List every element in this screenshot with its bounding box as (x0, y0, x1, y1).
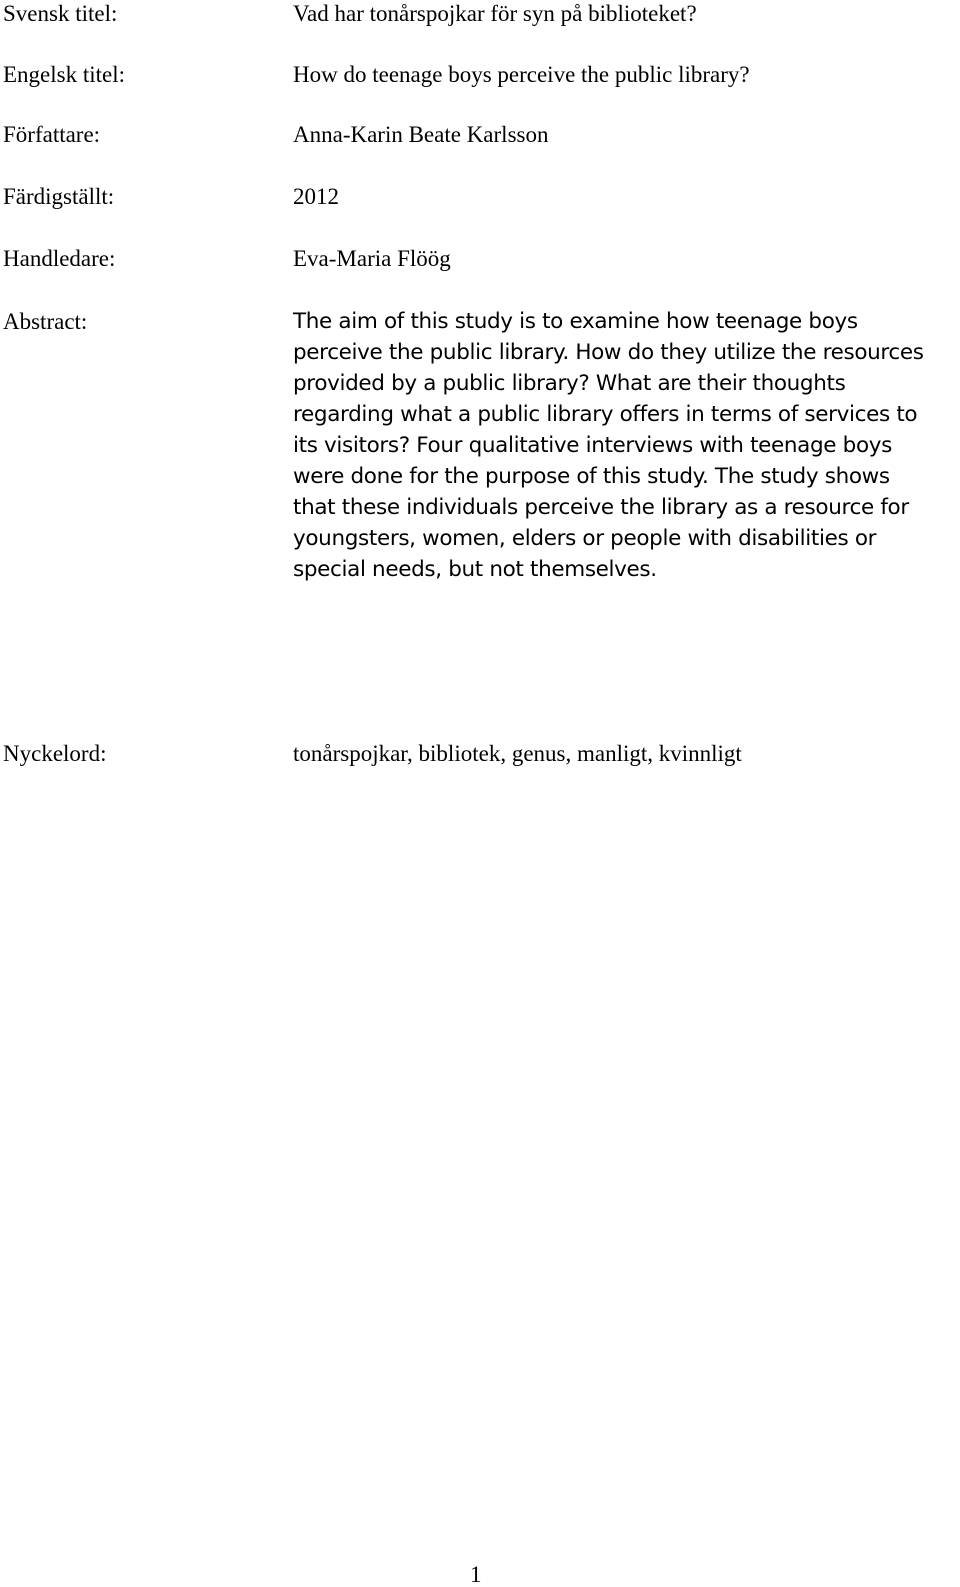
engelsk-titel-value: How do teenage boys perceive the public library? (293, 62, 750, 87)
abstract-line: perceive the public library. How do they utilize the resources (293, 340, 924, 365)
abstract-line: were done for the purpose of this study. The study shows (293, 464, 890, 489)
nyckelord-value: tonårspojkar, bibliotek, genus, manligt, kvinnligt (293, 741, 742, 766)
fardigstallt-label: Färdigställt: (3, 184, 115, 209)
abstract-text (293, 306, 958, 585)
nyckelord-label: Nyckelord: (3, 741, 107, 766)
engelsk-titel-label: Engelsk titel: (3, 62, 126, 87)
forfattare-label: Författare: (3, 122, 101, 147)
svensk-titel-label: Svensk titel: (3, 1, 118, 26)
abstract-line: provided by a public library? What are their thoughts (293, 371, 846, 396)
abstract-label: Abstract: (3, 309, 88, 334)
handledare-value: Eva-Maria Flöög (293, 246, 451, 271)
svensk-titel-value: Vad har tonårspojkar för syn på biblioteket? (293, 1, 697, 26)
handledare-label: Handledare: (3, 246, 116, 271)
abstract-line: regarding what a public library offers in terms of services to (293, 402, 918, 427)
abstract-line: its visitors? Four qualitative interviews with teenage boys (293, 433, 892, 458)
abstract-line: The aim of this study is to examine how teenage boys (293, 309, 858, 334)
abstract-line: that these individuals perceive the library as a resource for (293, 495, 909, 520)
page-number: 1 (470, 1562, 482, 1587)
forfattare-value: Anna-Karin Beate Karlsson (293, 122, 549, 147)
fardigstallt-value: 2012 (293, 184, 339, 209)
abstract-line: special needs, but not themselves. (293, 557, 657, 582)
abstract-line: youngsters, women, elders or people with disabilities or (293, 526, 877, 551)
